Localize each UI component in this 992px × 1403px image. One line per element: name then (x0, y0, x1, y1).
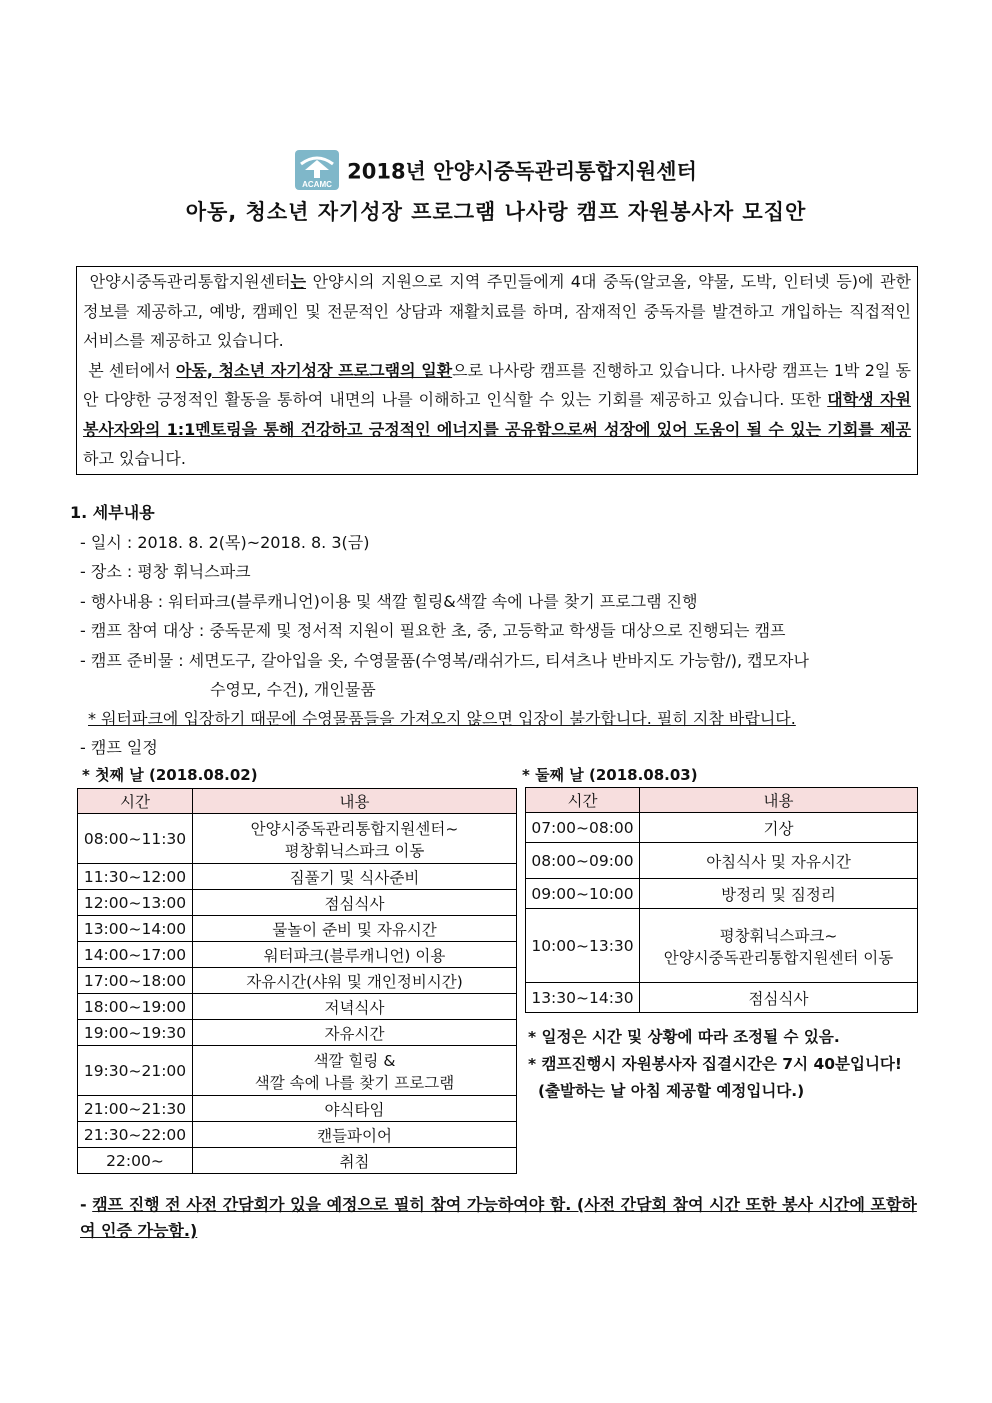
time-cell: 11:30~12:00 (78, 864, 193, 890)
table-row (78, 864, 517, 890)
content-cell: 짐풀기 및 식사준비 (193, 864, 517, 890)
time-cell: 13:00~14:00 (78, 916, 193, 942)
content-cell: 평창휘닉스파크~ 안양시중독관리통합지원센터 이동 (640, 909, 918, 983)
time-cell: 17:00~18:00 (78, 968, 193, 994)
content-cell: 야식타임 (193, 1096, 517, 1122)
title-line-1: 2018년 안양시중독관리통합지원센터 (347, 159, 697, 184)
time-cell: 21:30~22:00 (78, 1122, 193, 1148)
content-cell: 저녁식사 (193, 994, 517, 1020)
col-content: 내용 (640, 788, 918, 813)
document-subtitle: 아동, 청소년 자기성장 프로그램 나사랑 캠프 자원봉사자 모집안 (185, 200, 807, 224)
content-cell: 아침식사 및 자유시간 (640, 843, 918, 879)
time-cell: 21:00~21:30 (78, 1096, 193, 1122)
content-cell: 취침 (193, 1148, 517, 1174)
content-cell: 물놀이 준비 및 자유시간 (193, 916, 517, 942)
table-row (526, 983, 918, 1013)
time-cell: 18:00~19:00 (78, 994, 193, 1020)
col-content: 내용 (193, 789, 517, 814)
table-row (78, 814, 517, 864)
table-row (78, 1096, 517, 1122)
detail-supplies: - 캠프 준비물 : 세면도구, 갈아입을 옷, 수영물품(수영복/래쉬가드, 티셔츠나 반바지도 가능함/), 캡모자나 (80, 651, 809, 670)
time-cell: 12:00~13:00 (78, 890, 193, 916)
waterpark-note: * 워터파크에 입장하기 때문에 수영물품들을 가져오지 않으면 입장이 불가합니다. 필히 지참 바랍니다. (88, 709, 796, 728)
table-row (78, 1046, 517, 1096)
table-row (526, 813, 918, 843)
time-cell: 09:00~10:00 (526, 879, 640, 909)
time-cell: 19:00~19:30 (78, 1020, 193, 1046)
table-row (78, 1122, 517, 1148)
time-cell: 08:00~11:30 (78, 814, 193, 864)
intro-paragraph-1: 안양시중독관리통합지원센터는 안양시의 지원으로 지역 주민들에게 4대 중독(알코올, 약물, 도박, 인터넷 등)에 관한 정보를 제공하고, 예방, 캠페인 및 전문적인 상담과 재활치료를 하며, 잠재적인 중독자를 발견하고 개입하는 직접적인 서비스를 제공하고 있습니다. (83, 272, 911, 350)
detail-target: - 캠프 참여 대상 : 중독문제 및 정서적 지원이 필요한 초, 중, 고등학교 학생들 대상으로 진행되는 캠프 (80, 621, 786, 640)
table-row (78, 942, 517, 968)
schedule-note-2: * 캠프진행시 자원봉사자 집결시간은 7시 40분입니다! (528, 1055, 902, 1073)
time-cell: 07:00~08:00 (526, 813, 640, 843)
schedule-note-3: (출발하는 날 아침 제공할 예정입니다.) (538, 1082, 805, 1100)
time-cell: 22:00~ (78, 1148, 193, 1174)
table-row (78, 1148, 517, 1174)
schedule-note-1: * 일정은 시간 및 상황에 따라 조정될 수 있음. (528, 1028, 840, 1046)
table-header-row (78, 789, 517, 814)
table-row (78, 968, 517, 994)
content-cell: 점심식사 (640, 983, 918, 1013)
content-cell: 캔들파이어 (193, 1122, 517, 1148)
table-row (78, 994, 517, 1020)
content-cell: 자유시간(샤워 및 개인정비시간) (193, 968, 517, 994)
content-cell: 워터파크(블루캐니언) 이용 (193, 942, 517, 968)
section-heading: 1. 세부내용 (70, 503, 155, 522)
detail-supplies-cont: 수영모, 수건), 개인물품 (210, 680, 376, 699)
intro-paragraph-2: 본 센터에서 아동, 청소년 자기성장 프로그램의 일환으로 나사랑 캠프를 진행하고 있습니다. 나사랑 캠프는 1박 2일 동안 다양한 긍정적인 활동을 통하여 내면의 나를 이해하고 인식할 수 있는 기회를 제공하고 있습니다. 또한 대학생 자원봉사자와의 1:1멘토링을 통해 건강하고 긍정적인 에너지를 공유함으로써 성장에 있어 도움이 될 수 있는 기회를 제공하고 있습니다. (83, 360, 912, 468)
intro-box (76, 266, 918, 475)
table-row (78, 916, 517, 942)
content-cell: 안양시중독관리통합지원센터~ 평창휘닉스파크 이동 (193, 814, 517, 864)
table-row (78, 890, 517, 916)
time-cell: 10:00~13:30 (526, 909, 640, 983)
acamc-logo (295, 150, 339, 195)
day1-label: * 첫째 날 (2018.08.02) (82, 766, 258, 784)
table-row (526, 909, 918, 983)
table-row (526, 879, 918, 909)
time-cell: 19:30~21:00 (78, 1046, 193, 1096)
time-cell: 14:00~17:00 (78, 942, 193, 968)
time-cell: 13:30~14:30 (526, 983, 640, 1013)
document-title (0, 150, 992, 195)
content-cell: 색깔 힐링 & 색깔 속에 나를 찾기 프로그램 (193, 1046, 517, 1096)
day2-schedule-table (525, 787, 918, 1013)
detail-date: - 일시 : 2018. 8. 2(목)~2018. 8. 3(금) (80, 533, 370, 552)
footer-note: - 캠프 진행 전 사전 간담회가 있을 예정으로 필히 참여 가능하여야 함. (사전 간담회 참여 시간 또한 봉사 시간에 포함하여 인증 가능함.) (80, 1195, 917, 1240)
detail-content: - 행사내용 : 워터파크(블루캐니언)이용 및 색깔 힐링&색깔 속에 나를 찾기 프로그램 진행 (80, 592, 698, 611)
time-cell: 08:00~09:00 (526, 843, 640, 879)
col-time: 시간 (526, 788, 640, 813)
day2-label: * 둘째 날 (2018.08.03) (522, 766, 698, 784)
table-row (526, 843, 918, 879)
table-header-row (526, 788, 918, 813)
content-cell: 자유시간 (193, 1020, 517, 1046)
content-cell: 방정리 및 짐정리 (640, 879, 918, 909)
col-time: 시간 (78, 789, 193, 814)
content-cell: 기상 (640, 813, 918, 843)
svg-text:ACAMC: ACAMC (302, 180, 332, 189)
table-row (78, 1020, 517, 1046)
day1-schedule-table (77, 788, 517, 1174)
content-cell: 점심식사 (193, 890, 517, 916)
detail-place: - 장소 : 평창 휘닉스파크 (80, 562, 251, 581)
schedule-label: - 캠프 일정 (80, 738, 158, 757)
